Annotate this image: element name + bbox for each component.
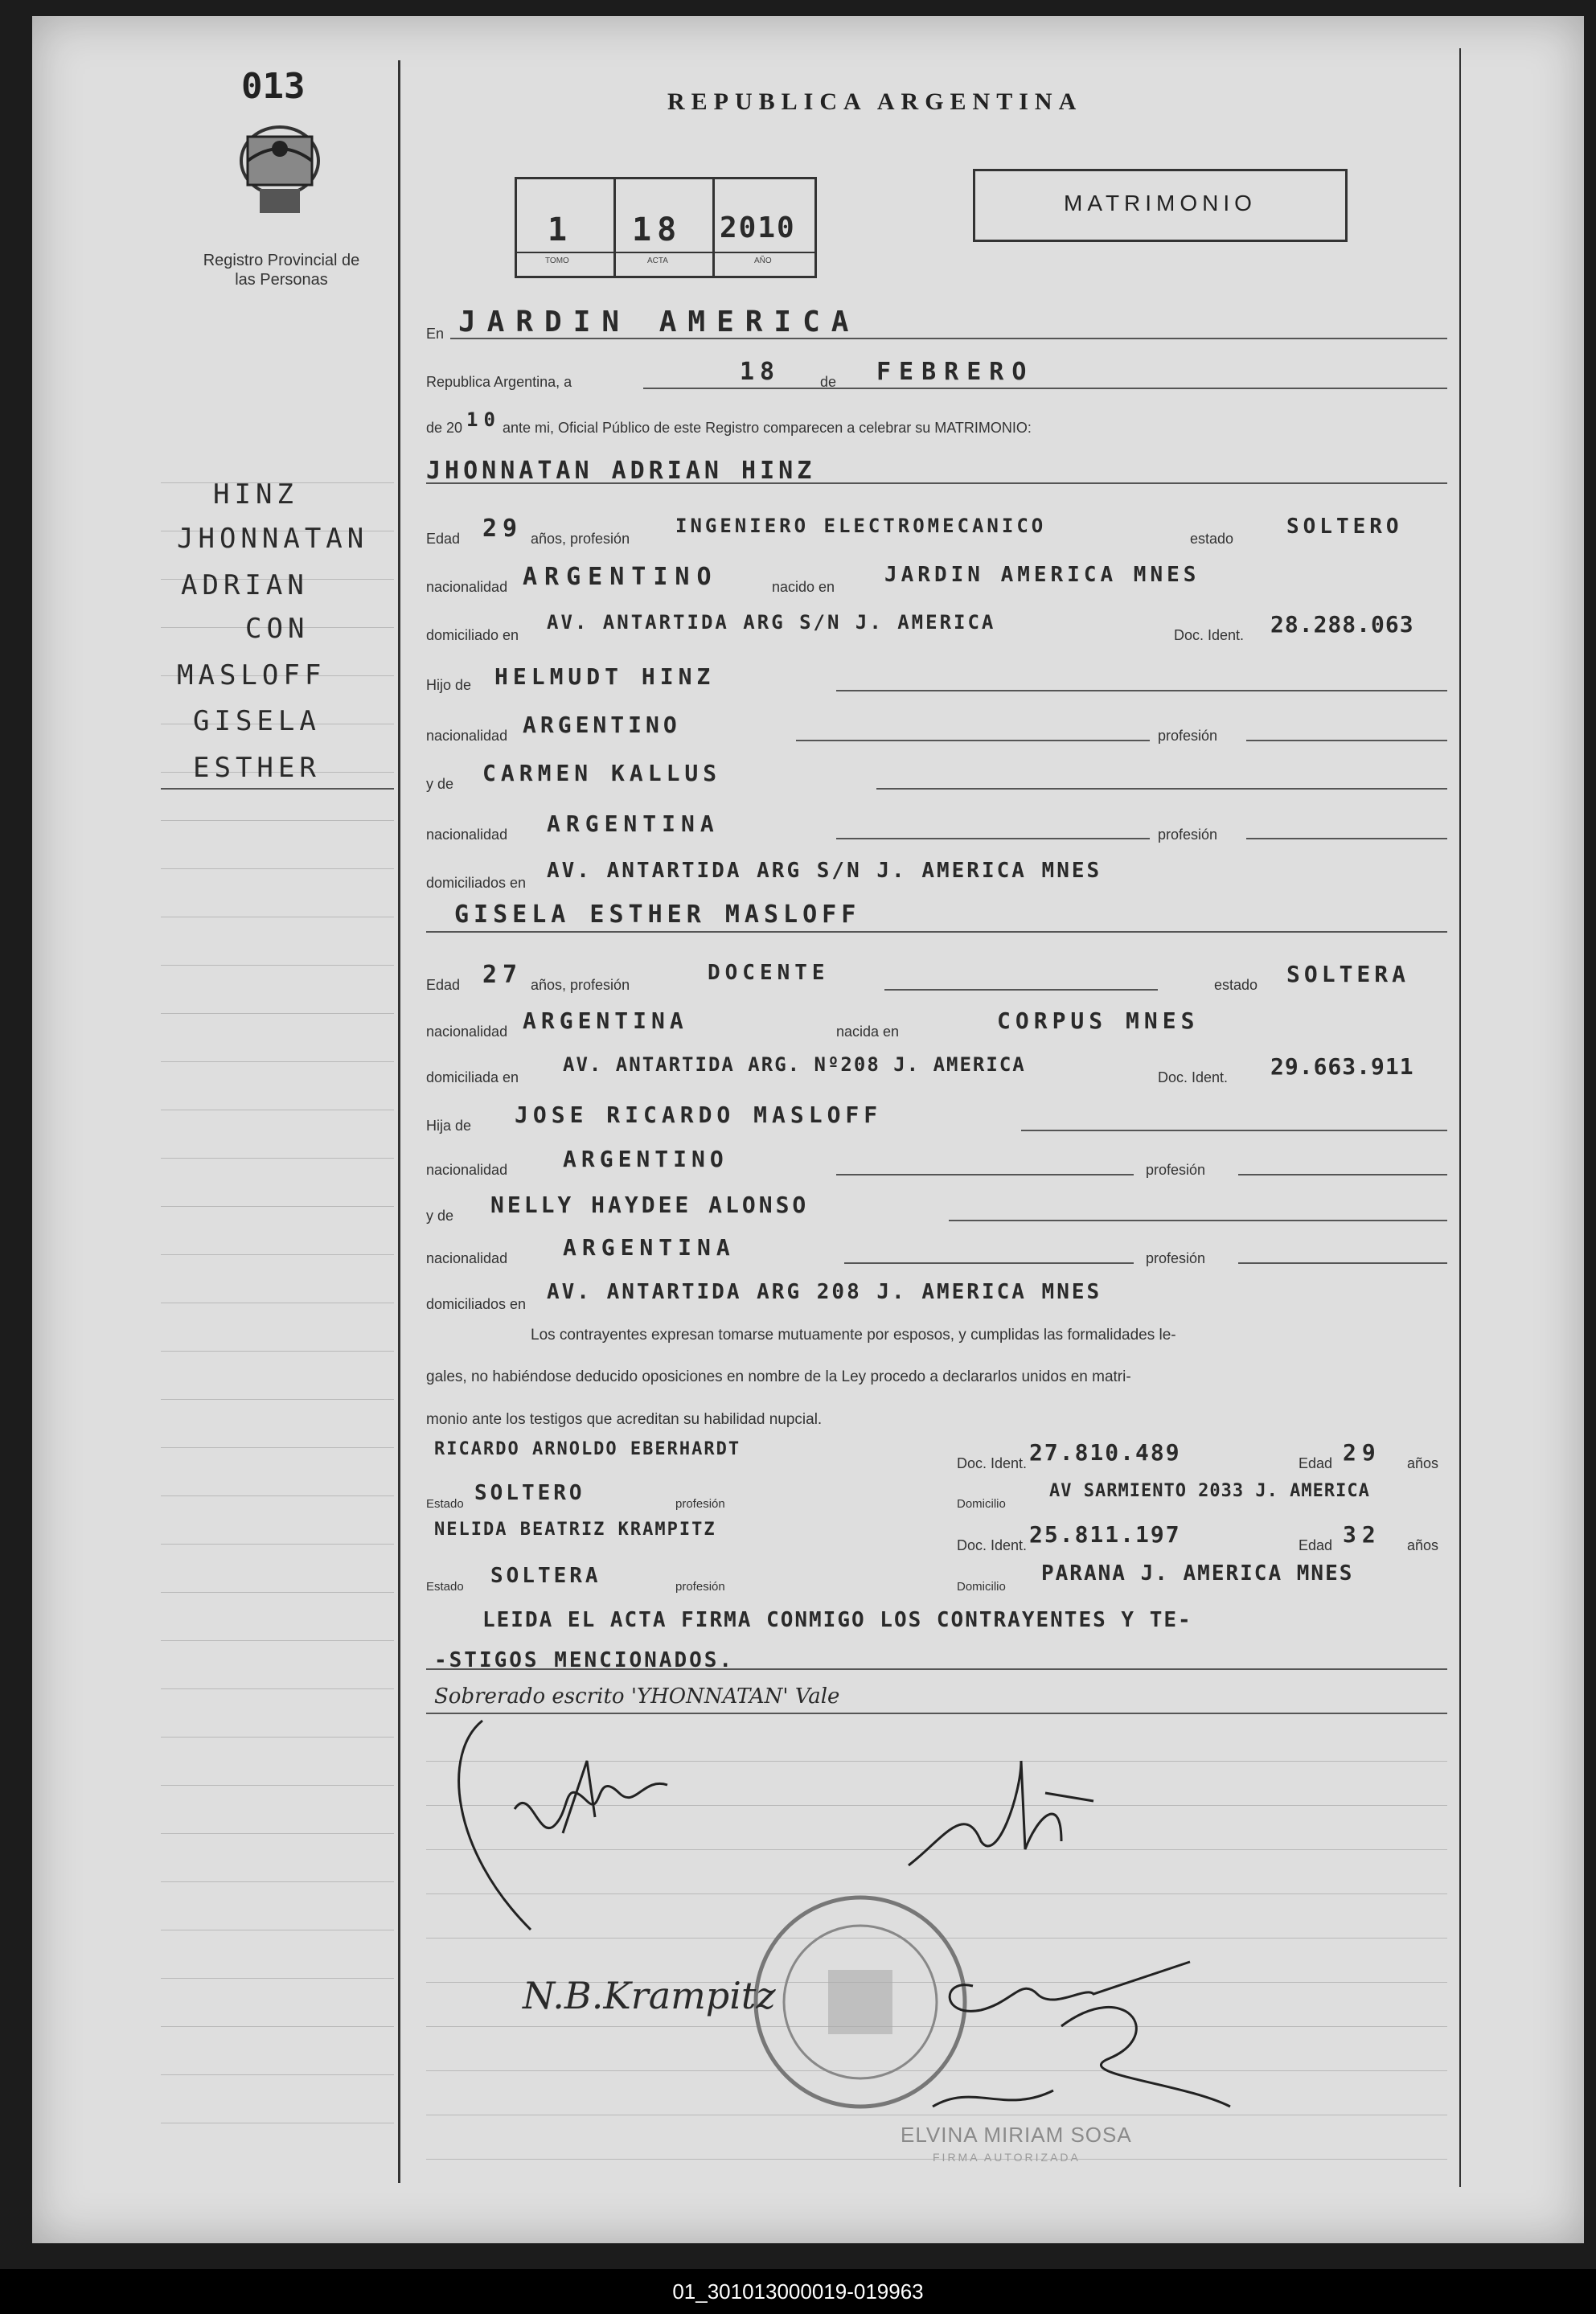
- groom-signature: [434, 1688, 756, 1946]
- margin-name-line: JHONNATAN: [177, 523, 369, 555]
- place-value: JARDIN AMERICA: [458, 306, 860, 338]
- witness2-address: PARANA J. AMERICA MNES: [1041, 1561, 1354, 1586]
- bride-signature: [901, 1745, 1110, 1881]
- bride-profesion-label: años, profesión: [531, 977, 630, 993]
- groom-estado-label: estado: [1190, 531, 1234, 547]
- document-type: MATRIMONIO: [1064, 191, 1257, 215]
- acta-label: ACTA: [647, 256, 668, 265]
- bride-mother-nationality: ARGENTINA: [563, 1234, 736, 1261]
- anio-value: 2010: [720, 211, 796, 244]
- groom-profession: INGENIERO ELECTROMECANICO: [675, 515, 1047, 537]
- witness1-anios-label: años: [1407, 1455, 1439, 1471]
- groom-birthplace: JARDIN AMERICA MNES: [884, 563, 1200, 587]
- ruled-line: [161, 1254, 394, 1255]
- right-border: [1459, 48, 1461, 2187]
- bride-father-nacionalidad-label: nacionalidad: [426, 1162, 508, 1178]
- bride-edad-label: Edad: [426, 977, 461, 993]
- bride-nacionalidad-label: nacionalidad: [426, 1024, 508, 1040]
- groom-age: 29: [482, 515, 523, 543]
- ruled-line: [161, 2074, 394, 2075]
- groom-domiciliado-label: domiciliado en: [426, 627, 519, 643]
- groom-mother-nacionalidad-label: nacionalidad: [426, 827, 508, 843]
- witness2-domicilio-label: Domicilio: [957, 1580, 1006, 1594]
- nacido-en-label: nacido en: [772, 579, 835, 595]
- groom-name: JHONNATAN ADRIAN HINZ: [426, 457, 816, 485]
- bride-doc: 29.663.911: [1270, 1053, 1414, 1080]
- witness2-estado-label: Estado: [426, 1580, 464, 1594]
- groom-domiciliados-label: domiciliados en: [426, 875, 527, 891]
- ruled-line: [161, 1881, 394, 1882]
- closing-line-1: LEIDA EL ACTA FIRMA CONMIGO LOS CONTRAYENTES Y TE-: [482, 1608, 1192, 1632]
- groom-profesion-label: años, profesión: [531, 531, 630, 547]
- footer-file-id: 01_301013000019-019963: [0, 2269, 1596, 2314]
- bride-father-nationality: ARGENTINO: [563, 1146, 728, 1172]
- provincial-seal-icon: [232, 113, 328, 241]
- margin-name-line: ESTHER: [193, 752, 321, 784]
- hijo-de-label: Hijo de: [426, 677, 472, 693]
- page-number: 013: [241, 66, 306, 107]
- groom-father: HELMUDT HINZ: [494, 663, 716, 690]
- groom-father-nacionalidad-label: nacionalidad: [426, 728, 508, 744]
- bride-father: JOSE RICARDO MASLOFF: [515, 1102, 883, 1128]
- witness2-edad-label: Edad: [1299, 1537, 1333, 1553]
- anio-label: AÑO: [754, 256, 772, 265]
- witness2-name: NELIDA BEATRIZ KRAMPITZ: [434, 1520, 716, 1540]
- groom-parents-address: AV. ANTARTIDA ARG S/N J. AMERICA MNES: [547, 859, 1102, 883]
- margin-name-line: HINZ: [213, 478, 298, 511]
- margin-name-line: CON: [245, 613, 310, 645]
- bride-doc-label: Doc. Ident.: [1158, 1069, 1229, 1085]
- ruled-line: [161, 1833, 394, 1834]
- tomo-label: TOMO: [545, 256, 569, 265]
- ruled-line: [161, 1640, 394, 1641]
- groom-status: SOLTERO: [1286, 515, 1403, 539]
- intro-text: ante mi, Oficial Público de este Registro comparecen a celebrar su MATRIMONIO:: [503, 420, 1032, 436]
- bride-nationality: ARGENTINA: [523, 1007, 688, 1034]
- document-type-box: [973, 169, 1348, 242]
- witness1-estado-label: Estado: [426, 1497, 464, 1511]
- witness1-address: AV SARMIENTO 2033 J. AMERICA: [1049, 1481, 1370, 1501]
- witness1-doc-label: Doc. Ident.: [957, 1455, 1028, 1471]
- declaration-line-3: monio ante los testigos que acreditan su habilidad nupcial.: [426, 1411, 823, 1428]
- declaration-line-1: Los contrayentes expresan tomarse mutuamente por esposos, y cumplidas las formalidades le-: [531, 1327, 1176, 1344]
- ruled-line: [161, 1544, 394, 1545]
- groom-father-profesion-label: profesión: [1158, 728, 1218, 744]
- witness2-status: SOLTERA: [490, 1564, 601, 1588]
- ruled-line: [161, 1495, 394, 1496]
- ruled-line: [161, 1447, 394, 1448]
- bride-estado-label: estado: [1214, 977, 1258, 993]
- ruled-line: [161, 1688, 394, 1689]
- bride-domiciliados-label: domiciliados en: [426, 1296, 527, 1312]
- margin-name-line: ADRIAN: [181, 569, 309, 601]
- witness1-domicilio-label: Domicilio: [957, 1497, 1006, 1511]
- groom-doc: 28.288.063: [1270, 611, 1414, 638]
- witness2-age: 32: [1343, 1521, 1381, 1548]
- bride-y-de-label: y de: [426, 1208, 454, 1224]
- official-role-stamp: FIRMA AUTORIZADA: [933, 2151, 1081, 2164]
- en-label: En: [426, 326, 445, 342]
- groom-mother-profesion-label: profesión: [1158, 827, 1218, 843]
- year-prefix: de 20: [426, 420, 463, 436]
- ruled-line: [161, 1351, 394, 1352]
- ruled-line: [161, 1158, 394, 1159]
- bride-status: SOLTERA: [1286, 961, 1410, 987]
- bride-parents-address: AV. ANTARTIDA ARG 208 J. AMERICA MNES: [547, 1280, 1102, 1304]
- acta-value: 18: [632, 211, 683, 248]
- ruled-line: [161, 1785, 394, 1786]
- registry-name: Registro Provincial de las Personas: [203, 252, 360, 289]
- groom-mother-nationality: ARGENTINA: [547, 810, 720, 837]
- closing-line-2: -STIGOS MENCIONADOS.: [434, 1648, 735, 1672]
- bride-mother: NELLY HAYDEE ALONSO: [490, 1192, 810, 1218]
- record-number-box: [515, 177, 817, 278]
- witness2-profesion-label: profesión: [675, 1580, 725, 1594]
- groom-doc-label: Doc. Ident.: [1174, 627, 1245, 643]
- bride-domiciliada-label: domiciliada en: [426, 1069, 519, 1085]
- bride-profession: DOCENTE: [708, 961, 830, 985]
- groom-nationality: ARGENTINO: [523, 563, 719, 591]
- document-page: [32, 16, 1584, 2243]
- bride-mother-nacionalidad-label: nacionalidad: [426, 1250, 508, 1266]
- ruled-line: [161, 820, 394, 821]
- ruled-line: [161, 2026, 394, 2027]
- bride-name: GISELA ESTHER MASLOFF: [454, 901, 861, 929]
- ruled-line: [161, 1737, 394, 1738]
- witness2-doc-label: Doc. Ident.: [957, 1537, 1028, 1553]
- nacida-en-label: nacida en: [836, 1024, 900, 1040]
- margin-name-line: MASLOFF: [177, 659, 326, 691]
- de-label: de: [820, 374, 837, 390]
- ruled-line: [161, 868, 394, 869]
- bride-birthplace: CORPUS MNES: [997, 1007, 1200, 1034]
- tomo-value: 1: [548, 211, 573, 248]
- witness2-anios-label: años: [1407, 1537, 1439, 1553]
- witness1-edad-label: Edad: [1299, 1455, 1333, 1471]
- official-name-stamp: ELVINA MIRIAM SOSA: [901, 2123, 1132, 2147]
- witness1-doc: 27.810.489: [1029, 1439, 1181, 1466]
- witness1-profesion-label: profesión: [675, 1497, 725, 1511]
- ruled-line: [161, 1399, 394, 1400]
- groom-nacionalidad-label: nacionalidad: [426, 579, 508, 595]
- bride-father-profesion-label: profesión: [1146, 1162, 1206, 1178]
- declaration-line-2: gales, no habiéndose deducido oposiciones en nombre de la Ley procedo a declararlos unidos en matri-: [426, 1368, 1131, 1385]
- year-value: 10: [466, 408, 501, 431]
- document-title: REPUBLICA ARGENTINA: [667, 88, 1083, 115]
- groom-y-de-label: y de: [426, 776, 454, 792]
- groom-father-nationality: ARGENTINO: [523, 712, 681, 738]
- margin-name-line: GISELA: [193, 705, 321, 737]
- witness2-doc: 25.811.197: [1029, 1521, 1181, 1548]
- witness1-status: SOLTERO: [474, 1481, 585, 1505]
- republica-label: Republica Argentina, a: [426, 374, 572, 390]
- ruled-line: [161, 965, 394, 966]
- correction-note: Sobrerado escrito 'YHONNATAN' Vale: [434, 1684, 840, 1709]
- month-value: FEBRERO: [876, 358, 1035, 386]
- witness1-age: 29: [1343, 1439, 1381, 1466]
- bride-age: 27: [482, 961, 523, 989]
- groom-edad-label: Edad: [426, 531, 461, 547]
- ruled-line: [161, 1013, 394, 1014]
- bride-address: AV. ANTARTIDA ARG. Nº208 J. AMERICA: [563, 1053, 1026, 1076]
- groom-mother: CARMEN KALLUS: [482, 760, 722, 786]
- ruled-line: [161, 1978, 394, 1979]
- ruled-line: [161, 1061, 394, 1062]
- day-value: 18: [740, 358, 781, 386]
- margin-divider: [398, 60, 400, 2183]
- bride-mother-profesion-label: profesión: [1146, 1250, 1206, 1266]
- ruled-line: [161, 1592, 394, 1593]
- ruled-line: [161, 1206, 394, 1207]
- witness-signature-krampitz: N.B.Krampitz: [523, 1974, 776, 2017]
- witness1-name: RICARDO ARNOLDO EBERHARDT: [434, 1439, 741, 1459]
- groom-address: AV. ANTARTIDA ARG S/N J. AMERICA: [547, 611, 996, 634]
- official-signature: [925, 1930, 1262, 2155]
- hija-de-label: Hija de: [426, 1118, 472, 1134]
- margin-name-underline: [161, 788, 394, 790]
